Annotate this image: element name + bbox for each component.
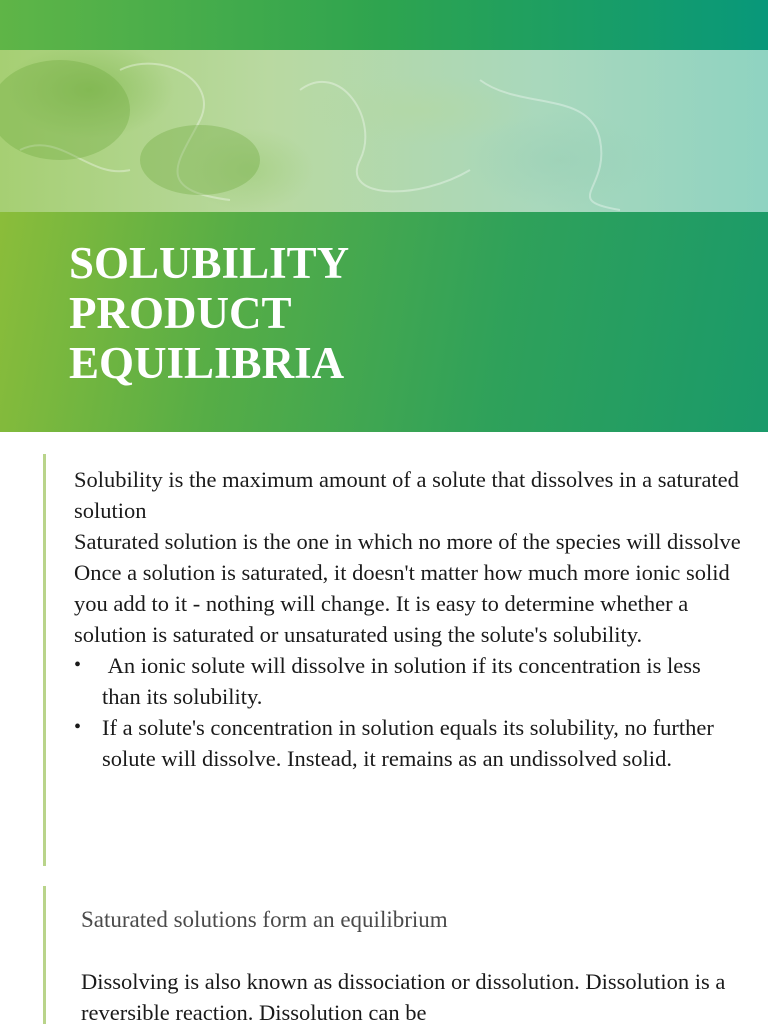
bullet-icon: • bbox=[74, 716, 82, 738]
paragraph: Saturated solution is the one in which no more of the species will dissolve bbox=[74, 529, 741, 554]
paragraph: Once a solution is saturated, it doesn't matter how much more ionic solid you add to it - nothing will change. It is easy to determine whether a solution is saturated or unsaturated using the solute's solubility. bbox=[74, 560, 730, 647]
list-item bbox=[74, 712, 744, 774]
title-line: PRODUCT bbox=[69, 288, 292, 338]
bullet-list bbox=[74, 650, 744, 774]
title-line: SOLUBILITY bbox=[69, 238, 350, 288]
top-banner-bar bbox=[0, 0, 768, 50]
section-accent-line bbox=[43, 886, 46, 1024]
bullet-icon: • bbox=[74, 654, 82, 676]
header-background-image bbox=[0, 50, 768, 212]
list-item-text: If a solute's concentration in solution equals its solubility, no further solute will dissolve. Instead, it remains as an undissolved solid. bbox=[102, 715, 714, 771]
section-heading: Saturated solutions form an equilibrium bbox=[81, 907, 448, 932]
page-title bbox=[69, 238, 669, 388]
equilibrium-section bbox=[81, 904, 741, 1028]
section-accent-line bbox=[43, 454, 46, 866]
solubility-definition-section bbox=[74, 464, 744, 774]
ink-swirl-texture bbox=[0, 50, 768, 212]
title-line: EQUILIBRIA bbox=[69, 338, 345, 388]
list-item bbox=[74, 650, 744, 712]
paragraph: Dissolving is also known as dissociation or dissolution. Dissolution is a reversible reaction. Dissolution can be bbox=[81, 969, 726, 1025]
paragraph: Solubility is the maximum amount of a solute that dissolves in a saturated solution bbox=[74, 467, 739, 523]
list-item-text: An ionic solute will dissolve in solution if its concentration is less than its solubility. bbox=[102, 653, 707, 709]
